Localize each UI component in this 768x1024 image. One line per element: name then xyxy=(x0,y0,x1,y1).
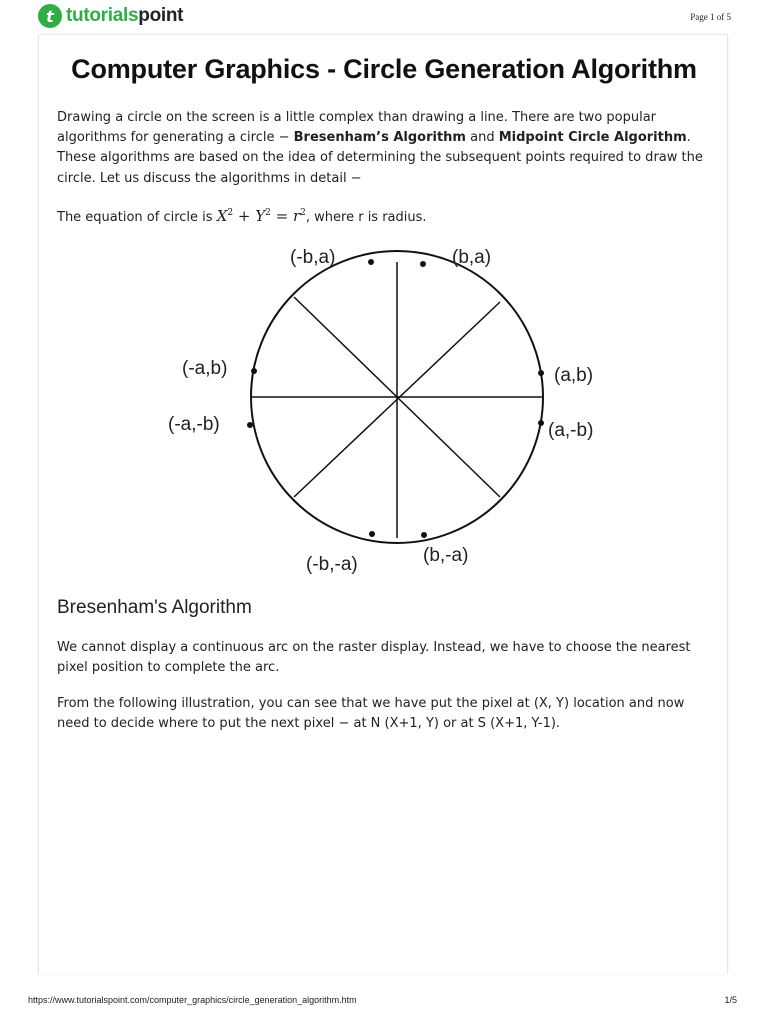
label-b-na: (b,-a) xyxy=(423,545,469,566)
page-header xyxy=(0,0,768,34)
eq-x-exp: 2 xyxy=(227,208,234,218)
logo-text-rest: point xyxy=(138,5,184,26)
logo-text xyxy=(66,5,183,27)
eq-r-exp: 2 xyxy=(300,208,306,218)
bresenham-bold: Bresenham’s Algorithm xyxy=(293,130,466,146)
intro-paragraph xyxy=(57,108,717,189)
circle-equation xyxy=(217,207,306,225)
footer-page-number: 1/5 xyxy=(724,995,737,1005)
eq-plus: + xyxy=(233,207,256,225)
eq-equals: = xyxy=(270,207,293,225)
illustration-paragraph: From the following illustration, you can see that we have put the pixel at (X, Y) location and now need to decide where to put the next pixel − at N (X+1, Y) or at S (X+1, Y-1). xyxy=(57,696,685,732)
equation-suffix: , where r is radius. xyxy=(305,210,427,225)
circle-octant-diagram xyxy=(160,240,620,580)
point-nb-na xyxy=(369,531,375,537)
footer-url[interactable]: https://www.tutorialspoint.com/computer_graphics/circle_generation_algorithm.htm xyxy=(28,995,357,1005)
logo-text-accent: tutorials xyxy=(66,5,139,26)
equation-prefix: The equation of circle is xyxy=(57,210,217,225)
raster-paragraph: We cannot display a continuous arc on the raster display. Instead, we have to choose the nearest pixel position to complete the arc. xyxy=(57,640,691,676)
intro-text-1: Drawing a circle on the screen is a little complex than drawing a line. There are two popular algorithms for generating a circle − xyxy=(57,110,657,146)
page-title: Computer Graphics - Circle Generation Algorithm xyxy=(71,54,697,84)
logo-icon: t xyxy=(38,4,62,28)
label-a-b: (a,b) xyxy=(554,365,594,386)
section-heading-bresenham: Bresenham's Algorithm xyxy=(57,597,252,618)
label-a-nb: (a,-b) xyxy=(548,420,594,441)
tutorialspoint-logo[interactable] xyxy=(38,3,183,29)
point-na-nb xyxy=(247,422,253,428)
point-a-b xyxy=(538,370,544,376)
label-na-nb: (-a,-b) xyxy=(168,414,220,435)
point-b-a xyxy=(420,261,426,267)
label-na-b: (-a,b) xyxy=(182,358,228,379)
eq-y: Y xyxy=(255,207,266,225)
label-b-a: (b,a) xyxy=(452,247,492,268)
equation-paragraph xyxy=(57,203,717,228)
intro-text-2: and xyxy=(465,130,499,146)
point-na-b xyxy=(251,368,257,374)
label-nb-na: (-b,-a) xyxy=(306,554,358,575)
eq-y-exp: 2 xyxy=(265,208,271,218)
eq-x: X xyxy=(216,207,228,225)
point-nb-a xyxy=(368,259,374,265)
page-count: Page 1 of 5 xyxy=(690,12,731,22)
point-a-nb xyxy=(538,420,544,426)
intro-text-3: . These algorithms are based on the idea of determining the subsequent points required to draw the circle. Let us discuss the algorithms in detail − xyxy=(57,130,703,186)
midpoint-bold: Midpoint Circle Algorithm xyxy=(498,130,687,146)
eq-r: r xyxy=(292,207,301,225)
label-nb-a: (-b,a) xyxy=(290,247,336,268)
point-b-na xyxy=(421,532,427,538)
circle-diagram-svg xyxy=(160,240,620,580)
